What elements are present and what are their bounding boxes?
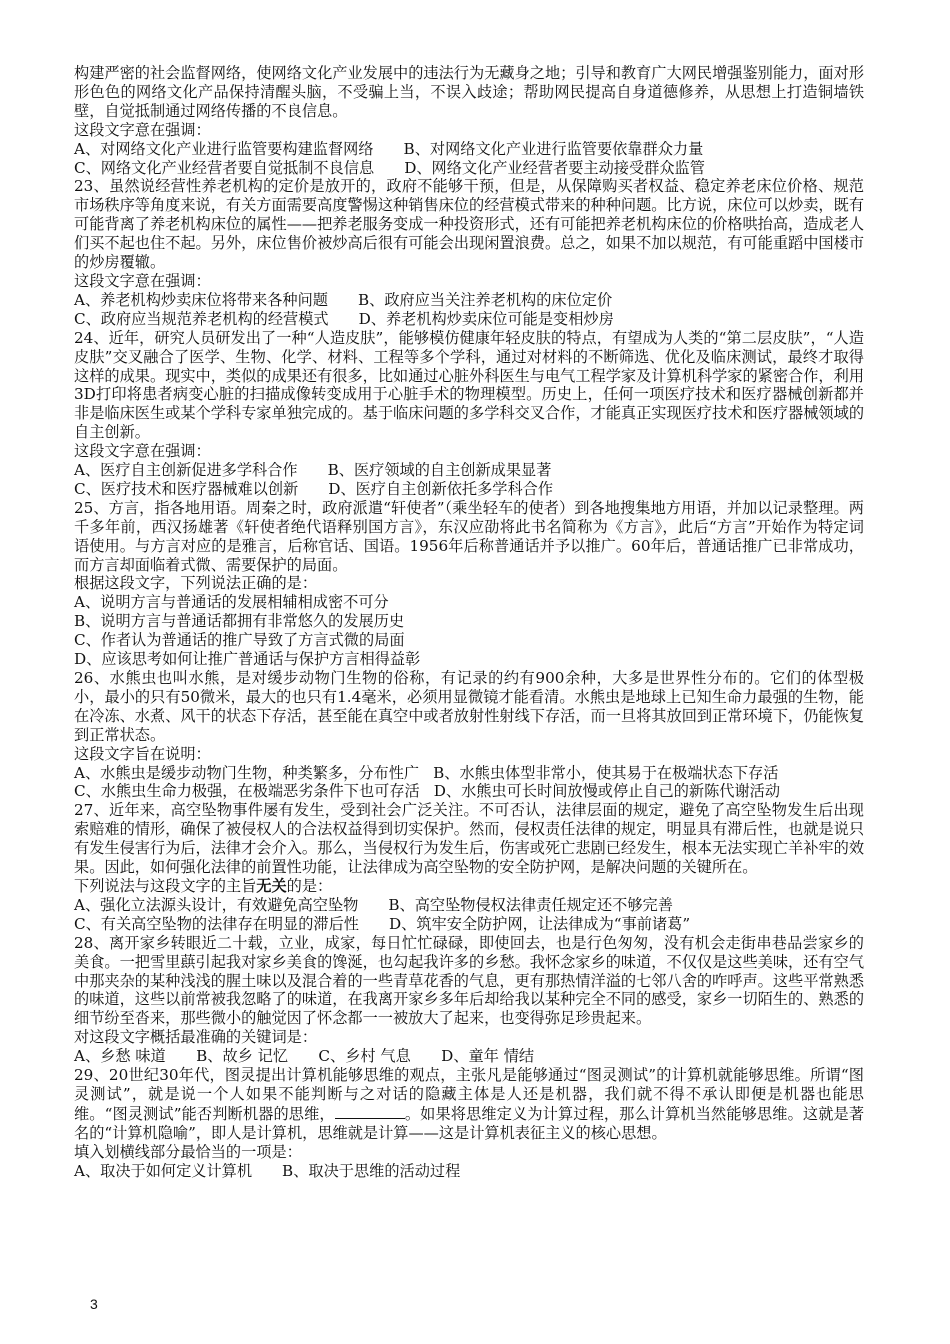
option-d: D、养老机构炒卖床位可能是变相炒房 bbox=[358, 309, 614, 328]
option-a: A、医疗自主创新促进多学科合作 bbox=[74, 461, 298, 480]
passage-29-after: 。如果将思维定义为计算过程，那么计算机当然能够思维。这就是著名的“计算机隐喻”，即人是计算机，思维就是计算——这是计算机表征主义的核心思想。 bbox=[74, 1104, 865, 1142]
question-28: 对这段文字概括最准确的关键词是： bbox=[74, 1028, 317, 1047]
options-row bbox=[74, 310, 864, 329]
option-a: A、取决于如何定义计算机 bbox=[74, 1161, 253, 1180]
options-row bbox=[74, 461, 864, 480]
option-a: A、说明方言与普通话的发展相辅相成密不可分 bbox=[74, 593, 389, 612]
options-28: A、乡愁 味道 B、故乡 记忆 C、乡村 气息 D、童年 情结 bbox=[74, 1047, 535, 1066]
options-row bbox=[74, 291, 864, 310]
option-c: C、医疗技术和医疗器械难以创新 bbox=[74, 479, 299, 498]
option-b: B、高空坠物侵权法律责任规定还不够完善 bbox=[388, 895, 673, 914]
options-row bbox=[74, 140, 864, 159]
options-row bbox=[74, 159, 864, 178]
option-b: B、取决于思维的活动过程 bbox=[282, 1161, 461, 1180]
question-27-emphasis: 无关 bbox=[256, 876, 287, 895]
question-26: 这段文字旨在说明： bbox=[74, 744, 211, 763]
options-row bbox=[74, 1162, 864, 1181]
option-b: B、说明方言与普通话都拥有非常悠久的发展历史 bbox=[74, 612, 405, 631]
options-row bbox=[74, 764, 864, 783]
option-c: C、政府应当规范养老机构的经营模式 bbox=[74, 309, 329, 328]
fill-blank bbox=[335, 1104, 405, 1119]
option-a: A、养老机构炒卖床位将带来各种问题 bbox=[74, 290, 328, 309]
passage-26: 26、水熊虫也叫水熊，是对缓步动物门生物的俗称，有记录的约有900余种，大多是世界性分布的。它们的体型极小，最小的只有50微米，最大的也只有1.4毫米，必须用显微镜才能看清。水熊虫是地球上已知生命力最强的生物，能在冷冻、水煮、风干的状态下存活，甚至能在真空中或者放射性射线下存活，而一旦将其放回到正常环境下，仍能恢复到正常状态。 bbox=[74, 669, 864, 744]
option-d: D、筑牢安全防护网，让法律成为“事前诸葛” bbox=[389, 914, 691, 933]
question-23: 这段文字意在强调： bbox=[74, 271, 211, 290]
question-29: 填入划横线部分最恰当的一项是： bbox=[74, 1142, 302, 1161]
options-row bbox=[74, 915, 864, 934]
passage-24: 24、近年，研究人员研发出了一种“人造皮肤”，能够模仿健康年轻皮肤的特点，有望成为人类的“第二层皮肤”，“人造皮肤”交叉融合了医学、生物、化学、材料、工程等多个学科，通过对材料的不断筛选、优化及临床测试，最终才取得这样的成果。现实中，类似的成果还有很多，比如通过心脏外科医生与电气工程学家及计算机科学家的紧密合作，利用3D打印将患者病变心脏的扫描成像转变成用于心脏手术的物理模型。历史上，任何一项医疗技术和医疗器械创新都并非是临床医生或某个学科专家单独完成的。基于临床问题的多学科交叉合作，才能真正实现医疗技术和医疗器械领域的自主创新。 bbox=[74, 328, 864, 442]
option-b: B、对网络文化产业进行监管要依靠群众力量 bbox=[403, 139, 704, 158]
option-c: C、网络文化产业经营者要自觉抵制不良信息 bbox=[74, 158, 375, 177]
option-b: B、水熊虫体型非常小，使其易于在极端状态下存活 bbox=[433, 763, 779, 782]
question-24: 这段文字意在强调： bbox=[74, 442, 211, 461]
option-b: B、政府应当关注养老机构的床位定价 bbox=[357, 290, 613, 309]
option-c: C、水熊虫生命力极强，在极端恶劣条件下也可存活 bbox=[74, 782, 420, 801]
option-a: A、水熊虫是缓步动物门生物，种类繁多，分布性广 bbox=[74, 763, 420, 782]
passage-28: 28、离开家乡转眼近二十载，立业，成家，每日忙忙碌碌，即使回去，也是行色匆匆，没有机会走街串巷品尝家乡的美食。一把雪里蕻引起我对家乡美食的馋涎，也勾起我许多的乡愁。我怀念家乡的味道，不仅仅是这些美味，还有空气中那夹杂的某种浅浅的腥土味以及混合着的一些青草花香的气息，更有那热情洋溢的七邻八舍的咋呼声。这些平常熟悉的味道，这些以前常被我忽略了的味道，在我离开家乡多年后却给我以某种完全不同的感受，家乡一切陌生的、熟悉的细节纷至沓来，那些微小的触觉因了怀念都一一被放大了起来，也变得弥足珍贵起来。 bbox=[74, 933, 864, 1028]
option-c: C、作者认为普通话的推广导致了方言式微的局面 bbox=[74, 631, 405, 650]
passage-25: 25、方言，指各地用语。周秦之时，政府派遣“轩使者”（乘坐轻车的使者）到各地搜集地方用语，并加以记录整理。两千多年前，西汉扬雄著《轩使者绝代语释别国方言》，东汉应劭将此书名简称为《方言》，此后“方言”开始作为特定词语使用。与方言对应的是雅言，后称官话、国语。1956年后称普通话并予以推广。60年后，普通话推广已非常成功，而方言却面临着式微、需要保护的局面。 bbox=[74, 498, 864, 574]
passage-29-before: 29、20世纪30年代，图灵提出计算机能够思维的观点，主张凡是能够通过“图灵测试”的计算机就能够思维。所谓“图灵测试”，就是说一个人如果不能判断与之对话的隐藏主体是人还是机器，我们就不得不承认即便是机器也能思维。“图灵测试”能否判断机器的思维， bbox=[74, 1066, 864, 1123]
page-number: 3 bbox=[90, 1296, 98, 1312]
question-27 bbox=[74, 877, 864, 896]
passage-29 bbox=[74, 1066, 864, 1143]
passage-23: 23、虽然说经营性养老机构的定价是放开的，政府不能够干预，但是，从保障购买者权益、稳定养老床位价格、规范市场秩序等角度来说，有关方面需要高度警惕这种销售床位的经营模式带来的种种问题。比方说，床位可以炒卖，既有可能背离了养老机构床位的属性——把养老服务变成一种投资形式，还有可能把养老机构床位的价格哄抬高，造成老人们买不起也住不起。另外，床位售价被炒高后很有可能会出现闲置浪费。总之，如果不加以规范，有可能重蹈中国楼市的炒房覆辙。 bbox=[74, 177, 864, 272]
option-a: A、对网络文化产业进行监管要构建监督网络 bbox=[74, 139, 374, 158]
options-row bbox=[74, 782, 864, 801]
option-a: A、强化立法源头设计，有效避免高空坠物 bbox=[74, 895, 359, 914]
question-25: 根据这段文字，下列说法正确的是： bbox=[74, 574, 317, 593]
option-d: D、应该思考如何让推广普通话与保护方言相得益彰 bbox=[74, 650, 421, 669]
option-d: D、水熊虫可长时间放慢或停止自己的新陈代谢活动 bbox=[433, 782, 781, 801]
passage-27: 27、近年来，高空坠物事件屡有发生，受到社会广泛关注。不可否认，法律层面的规定，避免了高空坠物发生后出现索赔难的情形，确保了被侵权人的合法权益得到切实保护。然而，侵权责任法律的规定，明显具有滞后性，也就是说只有发生侵害行为后，法律才会介入。那么，当侵权行为发生后，伤害或死亡悲剧已经发生，根本无法实现亡羊补牢的效果。因此，如何强化法律的前置性功能，让法律成为高空坠物的安全防护网，是解决问题的关键所在。 bbox=[74, 801, 864, 877]
options-row bbox=[74, 896, 864, 915]
question-intro: 这段文字意在强调： bbox=[74, 120, 211, 139]
option-d: D、网络文化产业经营者要主动接受群众监管 bbox=[404, 158, 705, 177]
document-page bbox=[74, 64, 864, 1180]
passage-intro: 构建严密的社会监督网络，使网络文化产业发展中的违法行为无藏身之地；引导和教育广大网民增强鉴别能力，面对形形色色的网络文化产品保持清醒头脑，不受骗上当，不误入歧途；帮助网民提高自身道德修养，从思想上打造铜墙铁壁，自觉抵制通过网络传播的不良信息。 bbox=[74, 64, 864, 120]
question-27-prefix: 下列说法与这段文字的主旨 bbox=[74, 876, 257, 895]
option-b: B、医疗领域的自主创新成果显著 bbox=[327, 461, 552, 480]
question-27-suffix: 的是： bbox=[286, 876, 333, 895]
option-c: C、有关高空坠物的法律存在明显的滞后性 bbox=[74, 914, 359, 933]
options-row bbox=[74, 480, 864, 499]
option-d: D、医疗自主创新依托多学科合作 bbox=[328, 479, 554, 498]
